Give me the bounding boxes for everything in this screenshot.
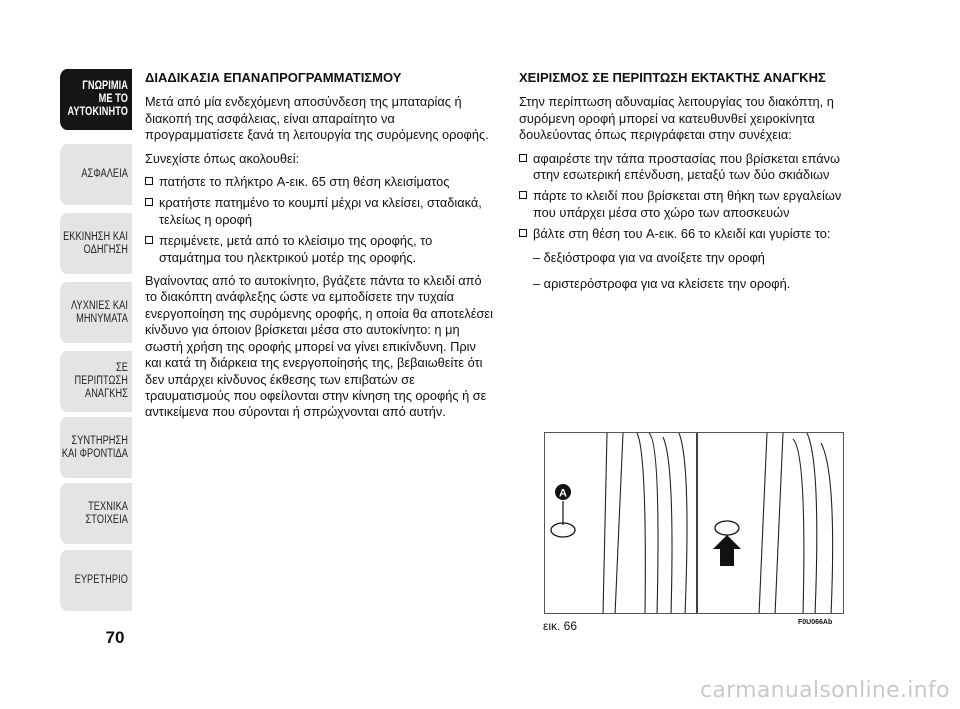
list-item: βάλτε στη θέση του A-εικ. 66 το κλειδί και γυρίστε το: <box>519 226 864 242</box>
protective-cap-icon <box>551 523 575 537</box>
list-item: κρατήστε πατημένο το κουμπί μέχρι να κλείσει, σταδιακά, τελείως η οροφή <box>145 195 495 228</box>
warning-paragraph: Βγαίνοντας από το αυτοκίνητο, βγάζετε πάντα το κλειδί από το διακόπτη ανάφλεξης ώστε να εμποδίσετε την τυχαία ενεργοποίηση της συρόμενης οροφής, η οποία θα αποτελέσει κίνδυνο για όποιον βρίσκεται μέσα στο αυτοκίνητο: η μη σωστή χρήση της οροφής μπορεί να γίνει επικίνδυνη. Πριν και κατά τη διάρκεια της ενεργοποίησής της, βεβαιωθείτε ότι δεν υπάρχει κίνδυνος έκθεσης των επιβατών σε τραυματισμούς που οφείλονται στην κίνηση της οροφής ή σε αντικείμενα που σύρονται ή σπρώχνονται από αυτήν. <box>145 273 493 420</box>
list-item: αφαιρέστε την τάπα προστασίας που βρίσκεται επάνω στην εσωτερική επένδυση, μεταξύ των δύο σκιάδιων <box>519 151 864 184</box>
tab-index[interactable]: ΕΥΡΕΤΗΡΙΟ <box>60 550 132 611</box>
tab-emergency[interactable]: ΣΕ ΠΕΡΙΠΤΩΣΗ ΑΝΑΓΚΗΣ <box>60 351 132 412</box>
section-heading: ΧΕΙΡΙΣΜΟΣ ΣΕ ΠΕΡΙΠΤΩΣΗ ΕΚΤΑΚΤΗΣ ΑΝΑΓΚΗΣ <box>519 70 826 85</box>
tab-maintenance[interactable]: ΣΥΝΤΗΡΗΣΗ ΚΑΙ ΦΡΟΝΤΙΔΑ <box>60 417 132 478</box>
step-list <box>145 174 495 266</box>
headliner-right-panel <box>759 433 833 614</box>
checkbox-bullet-icon <box>519 154 527 162</box>
sub-step-list <box>519 250 864 293</box>
protective-cap-icon <box>715 521 739 535</box>
checkbox-bullet-icon <box>519 191 527 199</box>
figure-caption: εικ. 66 <box>543 619 578 633</box>
checkbox-bullet-icon <box>145 198 153 206</box>
checkbox-bullet-icon <box>145 236 153 244</box>
tab-getting-to-know[interactable]: ΓΝΩΡΙΜΙΑ ΜΕ ΤΟ ΑΥΤΟΚΙΝΗΤΟ <box>60 69 132 130</box>
watermark: carmanualsonline.info <box>700 678 950 703</box>
list-item: περιμένετε, μετά από το κλείσιμο της οροφής, το σταμάτημα του ηλεκτρικού μοτέρ της οροφής. <box>145 233 495 266</box>
arrow-up-icon <box>713 535 741 566</box>
emergency-section <box>519 70 864 302</box>
tab-technical-data[interactable]: ΤΕΧΝΙΚΑ ΣΤΟΙΧΕΙΑ <box>60 483 132 544</box>
figure-66 <box>544 432 844 614</box>
roof-illustration <box>545 433 844 614</box>
checkbox-bullet-icon <box>519 229 527 237</box>
list-item: – αριστερόστροφα για να κλείσετε την οροφή. <box>533 276 791 292</box>
paragraph: Στην περίπτωση αδυναμίας λειτουργίας του διακόπτη, η συρόμενη οροφή μπορεί να κατευθυνθεί χειροκίνητα δουλεύοντας όπως περιγράφεται στην συνέχεια: <box>519 94 834 143</box>
headliner-left-panel <box>603 433 687 614</box>
step-list <box>519 151 864 243</box>
paragraph: Συνεχίστε όπως ακολουθεί: <box>145 150 300 166</box>
paragraph: Μετά από μία ενδεχόμενη αποσύνδεση της μπαταρίας ή διακοπή της ασφάλειας, είναι απαραίτητο να προγραμματίσετε ξανά τη λειτουργία της συρόμενης οροφής. <box>145 94 489 143</box>
tab-warning-lights[interactable]: ΛΥΧΝΙΕΣ ΚΑΙ ΜΗΝΥΜΑΤΑ <box>60 282 132 343</box>
tab-safety[interactable]: ΑΣΦΑΛΕΙΑ <box>60 144 132 205</box>
section-heading: ΔΙΑΔΙΚΑΣΙΑ ΕΠΑΝΑΠΡΟΓΡΑΜΜΑΤΙΣΜΟΥ <box>145 70 402 85</box>
reprogramming-section <box>145 70 495 428</box>
figure-code: F0U066Ab <box>798 619 833 626</box>
tab-starting-driving[interactable]: ΕΚΚΙΝΗΣΗ ΚΑΙ ΟΔΗΓΗΣΗ <box>60 213 132 274</box>
checkbox-bullet-icon <box>145 177 153 185</box>
callout-a-label: A <box>559 487 567 500</box>
page-number: 70 <box>105 628 125 647</box>
list-item: πάρτε το κλειδί που βρίσκεται στη θήκη των εργαλείων που υπάρχει μέσα στο χώρο των αποσκευών <box>519 188 864 221</box>
list-item: – δεξιόστροφα για να ανοίξετε την οροφή <box>533 249 765 265</box>
list-item: πατήστε το πλήκτρο A-εικ. 65 στη θέση κλεισίματος <box>145 174 495 190</box>
